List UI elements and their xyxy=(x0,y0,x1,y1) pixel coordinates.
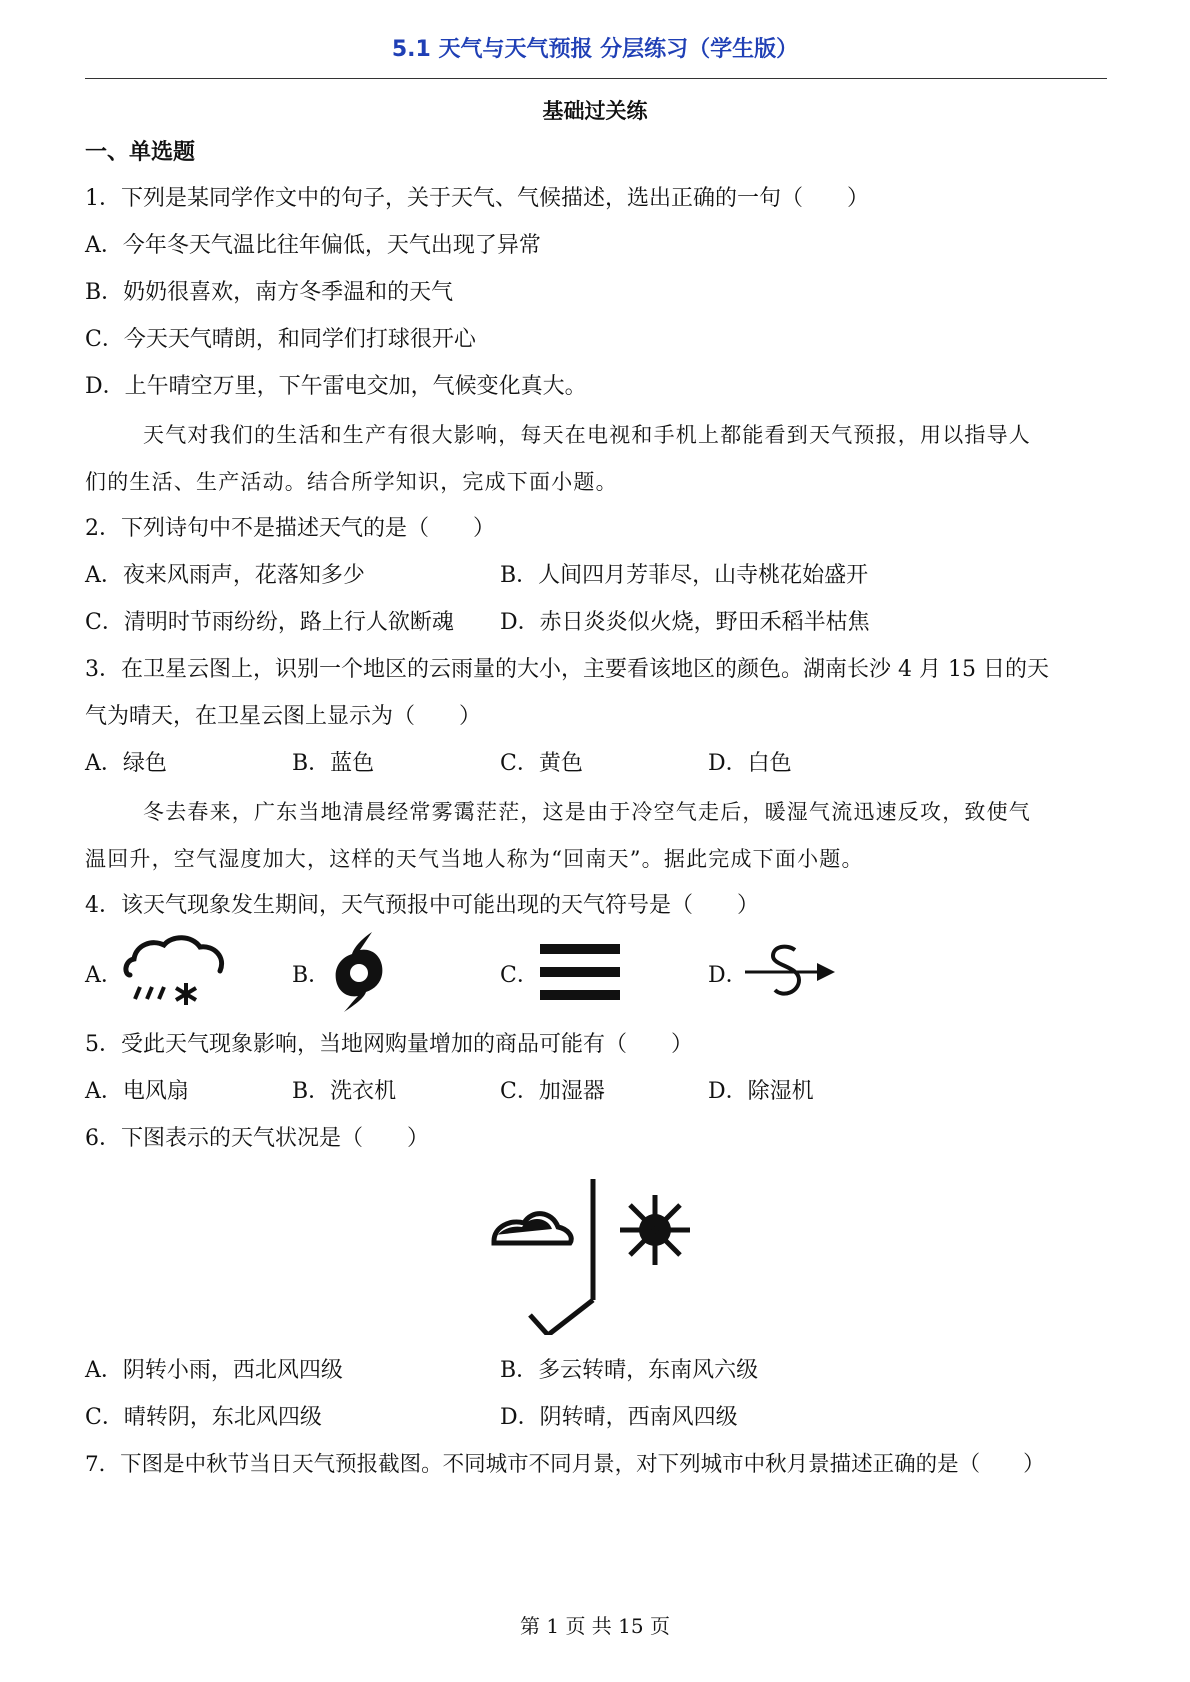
sleet-icon xyxy=(122,935,228,1013)
sandstorm-icon xyxy=(745,944,835,1006)
question-6-stem: 6．下图表示的天气状况是（ ） xyxy=(85,1126,429,1151)
question-5-option-b: B．洗衣机 xyxy=(292,1079,397,1104)
typhoon-icon xyxy=(330,930,386,1018)
passage-1-line-1: 天气对我们的生活和生产有很大影响，每天在电视和手机上都能看到天气预报，用以指导人 xyxy=(143,423,1031,447)
question-6-option-a: A．阴转小雨，西北风四级 xyxy=(85,1358,343,1383)
passage-2-line-2: 温回升，空气湿度加大，这样的天气当地人称为“回南天”。据此完成下面小题。 xyxy=(85,847,864,871)
question-3-option-c: C．黄色 xyxy=(500,751,583,776)
question-5-stem: 5．受此天气现象影响，当地网购量增加的商品可能有（ ） xyxy=(85,1032,693,1057)
question-3-option-a: A．绿色 xyxy=(85,751,167,776)
header-divider xyxy=(85,78,1107,79)
question-5-option-c: C．加湿器 xyxy=(500,1079,605,1104)
question-1-option-c: C．今天天气晴朗，和同学们打球很开心 xyxy=(85,327,476,352)
partly-cloudy-icon xyxy=(494,1214,571,1243)
header-title: 5.1 天气与天气预报 分层练习（学生版） xyxy=(391,37,799,62)
question-1-option-d: D．上午晴空万里，下午雷电交加，气候变化真大。 xyxy=(85,374,587,399)
question-3-stem-line-2: 气为晴天，在卫星云图上显示为（ ） xyxy=(85,704,482,729)
question-5-option-a: A．电风扇 xyxy=(85,1079,189,1104)
section-title: 基础过关练 xyxy=(542,99,648,123)
question-5-option-d: D．除湿机 xyxy=(708,1079,814,1104)
question-2-option-b: B．人间四月芳菲尽，山寺桃花始盛开 xyxy=(500,563,869,588)
passage-2-line-1: 冬去春来，广东当地清晨经常雾霭茫茫，这是由于冷空气走后，暖湿气流迅速反攻，致使气 xyxy=(143,800,1031,824)
page-footer: 第 1 页 共 15 页 xyxy=(520,1614,670,1638)
question-4-option-a: A． xyxy=(85,963,123,988)
question-7-stem: 7．下图是中秋节当日天气预报截图。不同城市不同月景，对下列城市中秋月景描述正确的是（ ） xyxy=(85,1452,1045,1477)
question-3-option-d: D．白色 xyxy=(708,751,792,776)
question-1-stem: 1．下列是某同学作文中的句子，关于天气、气候描述，选出正确的一句（ ） xyxy=(85,186,869,211)
passage-1-line-2: 们的生活、生产活动。结合所学知识，完成下面小题。 xyxy=(85,470,618,494)
question-3-option-b: B．蓝色 xyxy=(292,751,375,776)
question-6-option-c: C．晴转阴，东北风四级 xyxy=(85,1405,322,1430)
question-1-option-b: B．奶奶很喜欢，南方冬季温和的天气 xyxy=(85,280,454,305)
question-3-stem-line-1: 3．在卫星云图上，识别一个地区的云雨量的大小，主要看该地区的颜色。湖南长沙 4 月 15 日的天 xyxy=(85,657,1049,682)
part-title: 一、单选题 xyxy=(85,140,196,165)
wind-barb-icon xyxy=(530,1300,593,1335)
question-2-stem: 2．下列诗句中不是描述天气的是（ ） xyxy=(85,516,495,541)
question-2-option-d: D．赤日炎炎似火烧，野田禾稻半枯焦 xyxy=(500,610,870,635)
fog-icon xyxy=(540,944,620,1004)
question-6-option-b: B．多云转晴，东南风六级 xyxy=(500,1358,759,1383)
question-4-stem: 4．该天气现象发生期间，天气预报中可能出现的天气符号是（ ） xyxy=(85,893,759,918)
question-4-option-c: C． xyxy=(500,963,539,988)
question-6-figure xyxy=(488,1175,708,1339)
sunny-icon xyxy=(620,1195,690,1265)
question-2-option-a: A．夜来风雨声，花落知多少 xyxy=(85,563,365,588)
question-1-option-a: A．今年冬天气温比往年偏低，天气出现了异常 xyxy=(85,233,541,258)
question-6-option-d: D．阴转晴，西南风四级 xyxy=(500,1405,738,1430)
question-2-option-c: C．清明时节雨纷纷，路上行人欲断魂 xyxy=(85,610,454,635)
question-4-option-b: B． xyxy=(292,963,331,988)
question-4-option-d: D． xyxy=(708,963,748,988)
